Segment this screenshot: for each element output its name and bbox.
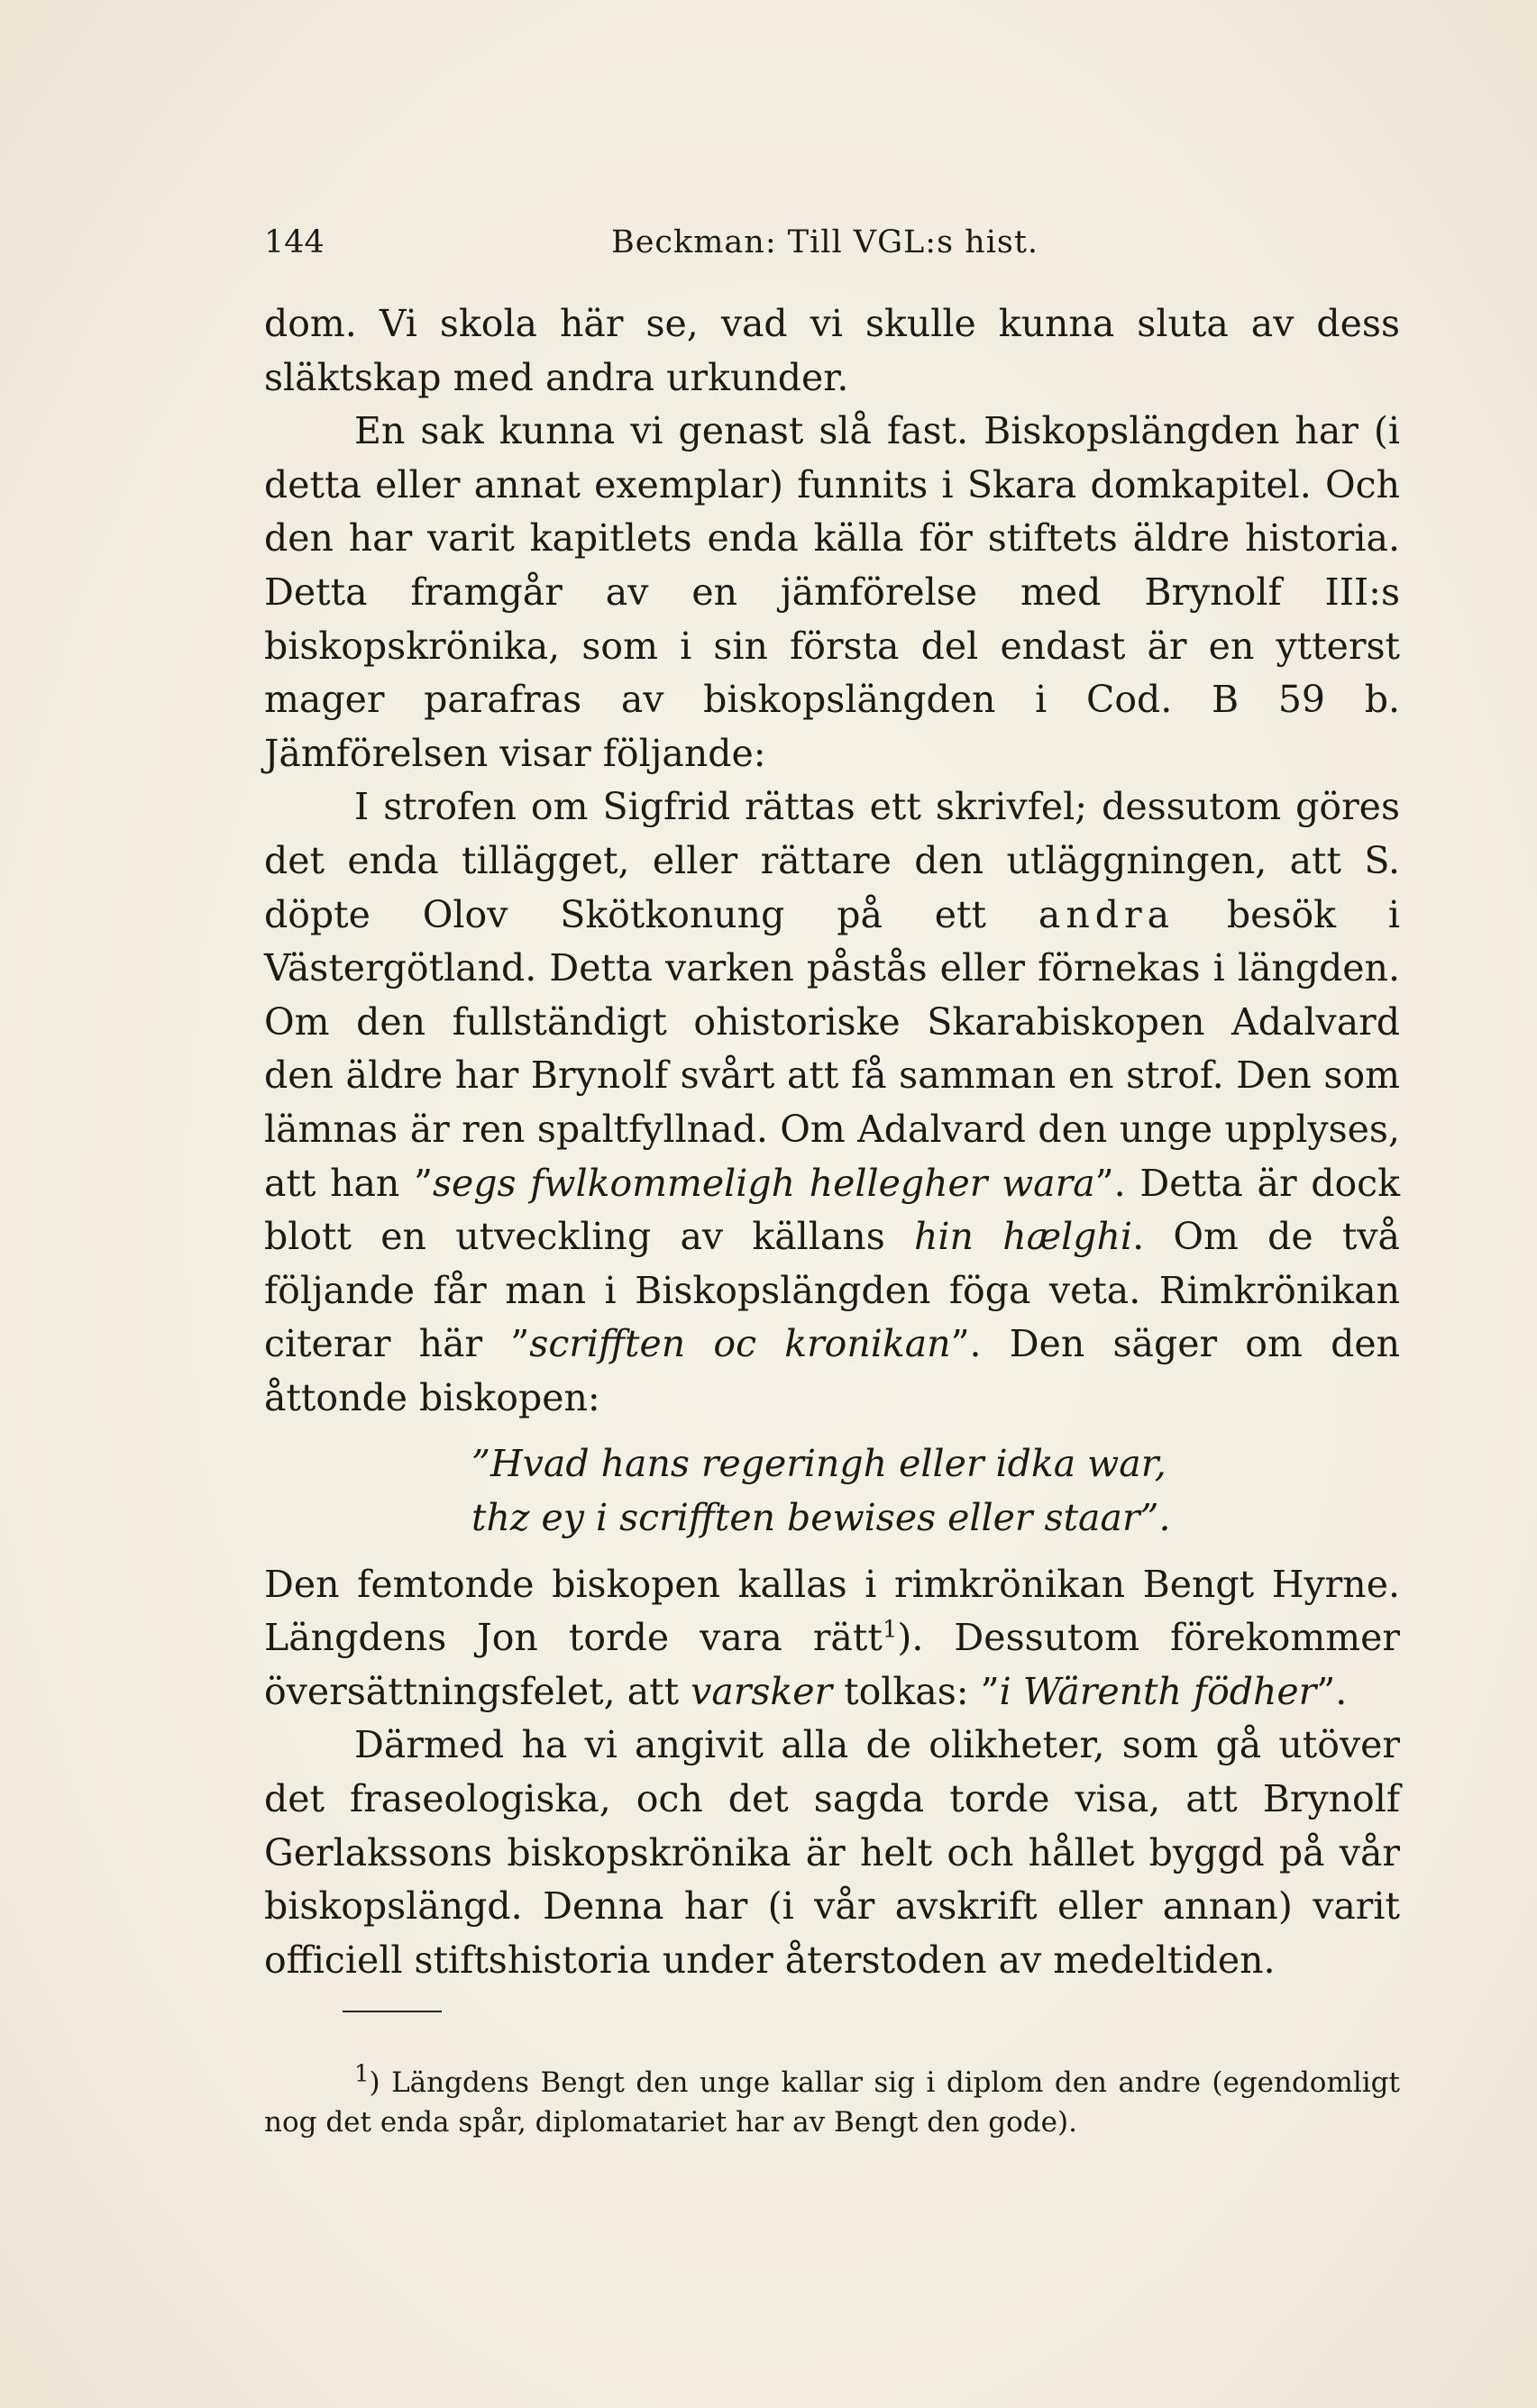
footnote-divider bbox=[343, 2011, 442, 2012]
paragraph-3 bbox=[264, 780, 1400, 1425]
paragraph-5: Därmed ha vi angivit alla de olikheter, som gå utöver det fraseologiska, och det sagda torde visa, att Brynolf Gerlakssons biskopskrönika är helt och hållet byggd på vår biskopslängd. Denna har (i vår avskrift eller annan) varit officiell stiftshistoria under återstoden av medeltiden. bbox=[264, 1723, 1400, 1982]
paragraph-4-term: varsker bbox=[691, 1669, 833, 1713]
paragraph-4-quote: i Wärenth födher bbox=[999, 1669, 1317, 1713]
paragraph-1: dom. Vi skola här se, vad vi skulle kunna sluta av dess släktskap med andra urkunder. bbox=[264, 302, 1400, 399]
paragraph-4-text-c: tolkas: ” bbox=[832, 1669, 1000, 1713]
paragraph-3-quote-1: segs fwlkommeligh hellegher wara bbox=[432, 1161, 1095, 1205]
paragraph-3-text-d: . Om de två följande får man i Biskopslängden föga veta. Rimkrönikan citerar här ” bbox=[264, 1215, 1400, 1366]
paragraph-3-quote-3: scrifften oc kronikan bbox=[529, 1322, 951, 1366]
paragraph-3-text-e: ”. Den säger om den åttonde biskopen: bbox=[264, 1322, 1400, 1419]
page-header bbox=[264, 220, 1409, 265]
paragraph-3-quote-2: hin hælghi bbox=[914, 1215, 1133, 1259]
page-number: 144 bbox=[264, 224, 325, 260]
footnote-marker: 1 bbox=[354, 2060, 370, 2088]
footnote-text: ) Längdens Bengt den unge kallar sig i diplom den andre (egendomligt nog det enda spår, diplomatariet har av Bengt den gode). bbox=[264, 2066, 1400, 2139]
verse-quotation bbox=[264, 1437, 1400, 1545]
paragraph-4-text-d: ”. bbox=[1316, 1669, 1348, 1713]
paragraph-3-text-c: ”. Detta är dock blott en utveckling av källans bbox=[264, 1161, 1400, 1259]
paragraph-3-text-b: besök i Västergötland. Detta varken påstås eller förnekas i längden. Om den fullständigt ohistoriske Skarabiskopen Adalvard den äldre har Brynolf svårt att få samman en strof. Den som lämnas är ren spaltfyllnad. Om Adalvard den unge upplyses, att han ” bbox=[264, 892, 1401, 1205]
body-text bbox=[264, 297, 1400, 1987]
footnote-reference: 1 bbox=[882, 1616, 898, 1644]
paragraph-4-text-a: Den femtonde biskopen kallas i rimkrönikan Bengt Hyrne. Längdens Jon torde vara rätt bbox=[264, 1562, 1400, 1660]
paragraph-4 bbox=[264, 1558, 1400, 1719]
verse-line-2: thz ey i scrifften bewises eller staar”. bbox=[471, 1496, 1171, 1540]
paragraph-3-text-a: I strofen om Sigfrid rättas ett skrivfel; dessutom göres det enda tillägget, eller rättare den utläggningen, att S. döpte Olov Skötkonung på ett bbox=[264, 785, 1400, 936]
running-title: Beckman: Till VGL:s hist. bbox=[611, 224, 1039, 260]
footnote bbox=[264, 2060, 1400, 2142]
verse-line-1: ”Hvad hans regeringh eller idka war, bbox=[471, 1442, 1166, 1486]
paragraph-3-spaced-word: andra bbox=[1038, 892, 1176, 936]
paragraph-4-text-b: ). Dessutom förekommer översättningsfelet, att bbox=[264, 1616, 1400, 1713]
paragraph-2: En sak kunna vi genast slå fast. Biskopslängden har (i detta eller annat exemplar) funnits i Skara domkapitel. Och den har varit kapitlets enda källa för stiftets äldre historia. Detta framgår av en jämförelse med Brynolf III:s biskopskrönika, som i sin första del endast är en ytterst mager parafras av biskopslängden i Cod. B 59 b. Jämförelsen visar följande: bbox=[264, 409, 1400, 775]
